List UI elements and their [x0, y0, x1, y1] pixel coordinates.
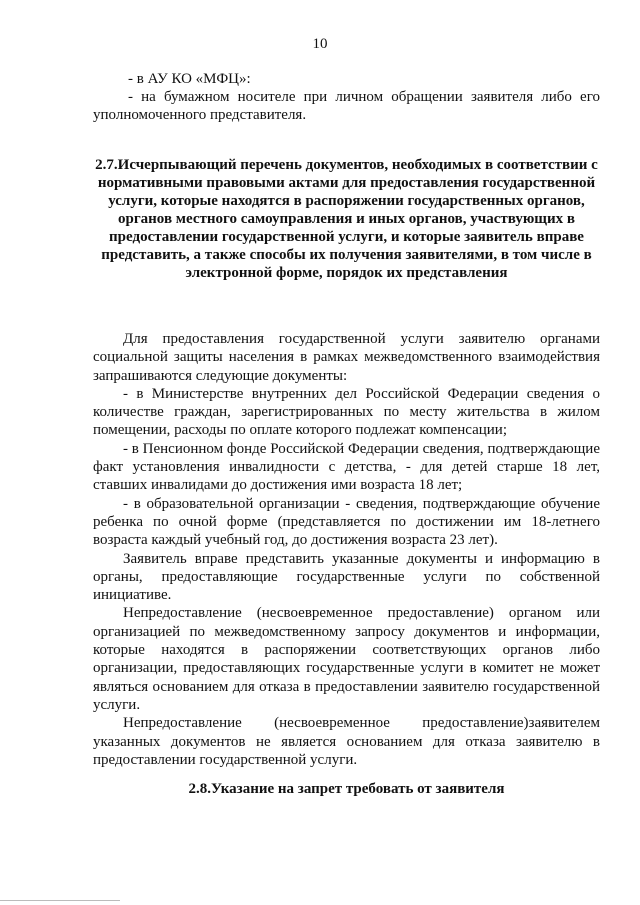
intro-line-mfc: - в АУ КО «МФЦ»:	[128, 71, 251, 87]
section-2-7-heading: 2.7.Исчерпывающий перечень документов, необходимых в соответствии с нормативными правовыми актами для предоставления государственной услуги, которые находятся в распоряжении государственных органов, органов местного самоуправления и иных органов, участвующих в предоставлении государственной услуги, и которые заявитель вправе представить, а также способы их получения заявителями, в том числе в электронной форме, порядок их представления	[95, 157, 598, 281]
paragraph: Непредоставление (несвоевременное предоставление) органом или организацией по межведомственному запросу документов и информации, которые находятся в распоряжении соответствующих органов либо организации, предоставляющих государственные услуги в комитет не может являться основанием для отказа в предоставлении заявителю государственной услуги.	[93, 605, 600, 713]
section-2-8-heading: 2.8.Указание на запрет требовать от заявителя	[188, 781, 505, 797]
page-number: 10	[312, 36, 328, 52]
intro-block	[93, 70, 600, 124]
paragraph: Для предоставления государственной услуги заявителю органами социальной защиты населения в рамках межведомственного взаимодействия запрашиваются следующие документы:	[93, 331, 600, 384]
paragraph: - в образовательной организации - сведения, подтверждающие обучение ребенка по очной форме (представляется по достижении им 18-летнего возраста каждый учебный год, до достижения возраста 23 лет).	[93, 495, 600, 549]
paragraph: - в Пенсионном фонде Российской Федерации сведения, подтверждающие факт установления инвалидности с детства, - для детей старше 18 лет, ставших инвалидами до достижения ими возраста 18 лет;	[93, 440, 600, 494]
paragraph: Заявитель вправе представить указанные документы и информацию в органы, предоставляющие государственные услуги по собственной инициативе.	[93, 550, 600, 604]
scan-edge-mark	[0, 900, 120, 901]
intro-line-paper: - на бумажном носителе при личном обращении заявителя либо его уполномоченного представителя.	[93, 89, 600, 123]
section-2-7-body	[93, 330, 600, 769]
paragraph: Непредоставление (несвоевременное предоставление)заявителем указанных документов не является основанием для отказа заявителю в предоставлении государственной услуги.	[93, 715, 600, 768]
paragraph: - в Министерстве внутренних дел Российской Федерации сведения о количестве граждан, зарегистрированных по месту жительства в жилом помещении, расходы по оплате которого подлежат компенсации;	[93, 385, 600, 439]
